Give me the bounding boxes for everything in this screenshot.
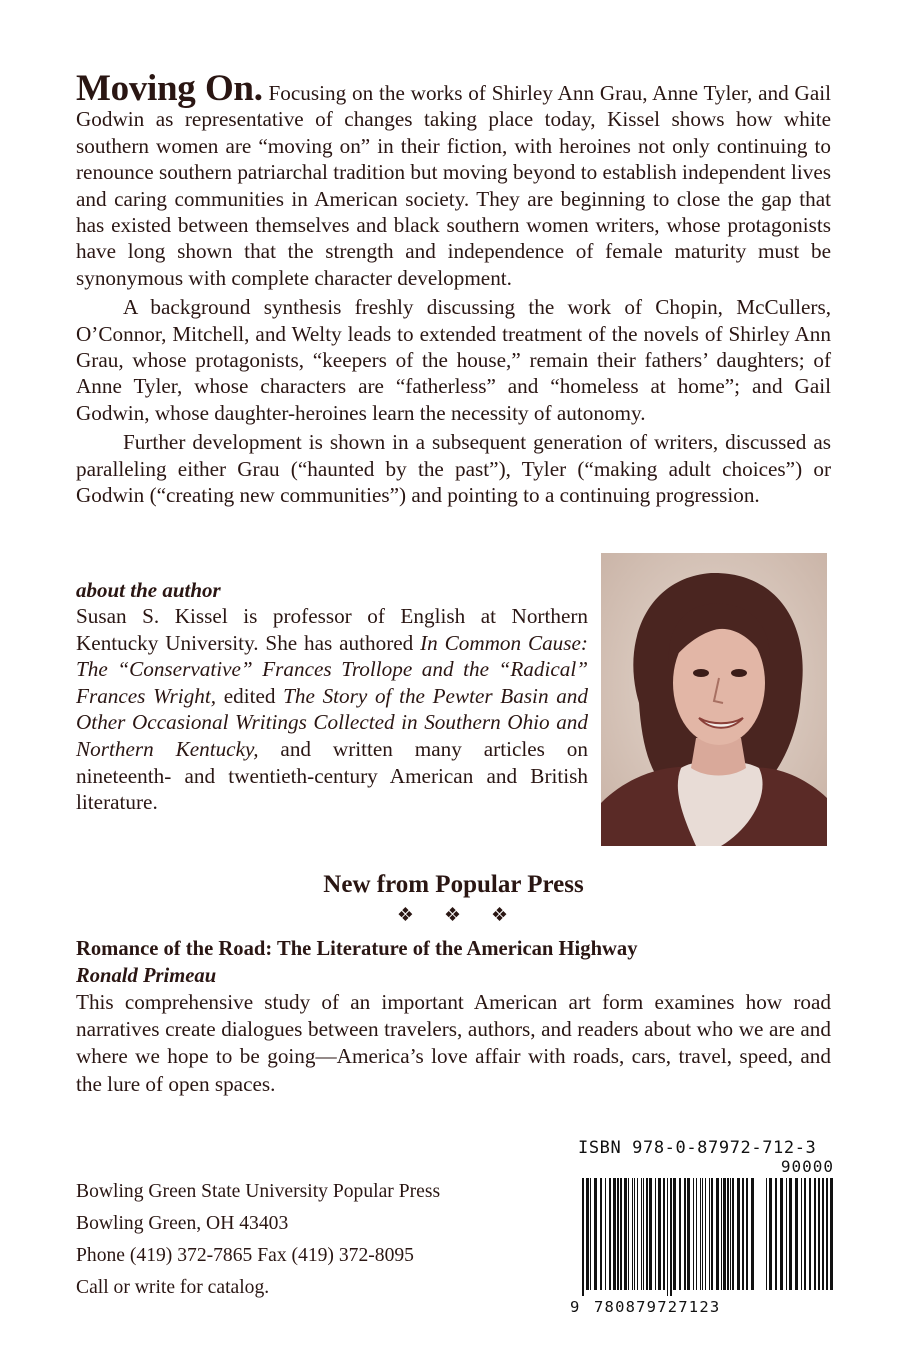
barcode-bar <box>582 1178 584 1296</box>
barcode-bar <box>649 1178 652 1290</box>
barcode-bar <box>684 1178 686 1290</box>
barcode-bar <box>634 1178 635 1290</box>
barcode-bar <box>632 1178 633 1290</box>
barcode-bar <box>609 1178 611 1290</box>
barcode-bar <box>751 1178 754 1290</box>
author-photo <box>601 553 827 846</box>
isbn-number: ISBN 978-0-87972-712-3 <box>578 1138 817 1158</box>
barcode-bar <box>628 1178 629 1290</box>
author-bio-part-2: edited <box>216 683 284 708</box>
barcode-bars <box>560 1178 836 1298</box>
ornament-icon: ❖ <box>396 905 416 926</box>
barcode-addon-bar <box>822 1178 824 1290</box>
author-bio <box>76 603 588 816</box>
barcode-bar <box>737 1178 740 1290</box>
barcode-bar <box>594 1178 597 1290</box>
barcode-bar <box>590 1178 591 1290</box>
author-portrait-illustration <box>601 553 827 846</box>
barcode-bar <box>637 1178 638 1290</box>
barcode-bar <box>696 1178 697 1290</box>
ornament-icon: ❖ <box>443 905 464 926</box>
barcode-addon-bar <box>795 1178 798 1290</box>
book-title-in-common-cause: In Common Cause: The “Conservative” Frances Trollope and the “Radical” Frances Wright, <box>76 630 588 708</box>
barcode-addon-bar <box>801 1178 802 1290</box>
barcode-bar <box>732 1178 734 1290</box>
barcode-bar <box>679 1178 681 1290</box>
barcode-bar <box>709 1178 710 1290</box>
barcode-bar <box>711 1178 713 1290</box>
barcode-bar <box>605 1178 606 1290</box>
barcode-bar <box>742 1178 744 1290</box>
barcode-bar <box>613 1178 616 1290</box>
ornament-icon: ❖ <box>491 905 511 926</box>
new-from-popular-press-heading: New from Popular Press <box>323 871 584 898</box>
promo-section <box>76 936 831 1098</box>
barcode-bar <box>658 1178 661 1290</box>
barcode-addon-bar <box>780 1178 783 1290</box>
barcode-bar <box>624 1178 627 1290</box>
barcode-bar <box>730 1178 731 1290</box>
barcode-bar <box>620 1178 622 1290</box>
barcode-bar <box>617 1178 619 1290</box>
lead-title: Moving On. <box>76 68 263 109</box>
barcode-bar <box>670 1178 672 1296</box>
barcode-bar <box>723 1178 726 1290</box>
publisher-phone-fax: Phone (419) 372-7865 Fax (419) 372-8095 <box>76 1245 414 1266</box>
publisher-info <box>76 1176 556 1304</box>
author-bio-part-1: Susan S. Kissel is professor of English at Northern Kentucky University. She has authored <box>76 604 588 655</box>
barcode-bar <box>663 1178 665 1290</box>
barcode-addon-bar <box>804 1178 806 1290</box>
publisher-catalog-note: Call or write for catalog. <box>76 1277 270 1298</box>
barcode-digits <box>560 1296 836 1318</box>
barcode-addon-bar <box>786 1178 787 1290</box>
publisher-name: Bowling Green State University Popular Press <box>76 1181 441 1202</box>
barcode-bar <box>721 1178 722 1290</box>
barcode-addon-bar <box>766 1178 767 1290</box>
paragraph-1-text: Focusing on the works of Shirley Ann Grau, Anne Tyler, and Gail Godwin as representative of changes taking place today, Kissel shows how white southern women are “moving on” in their fiction, with heroines not only continuing to renounce southern patriarchal tradition but moving beyond to establish independent lives and caring communities in American society. They are beginning to close the gap that has existed between themselves and black southern women writers, whose protagonists have long shown that the strength and independence of female maturity must be synonymous with complete character development. <box>76 81 832 290</box>
barcode-bar <box>673 1178 676 1290</box>
barcode-bar <box>600 1178 602 1290</box>
promo-book-author: Ronald Primeau <box>76 965 217 987</box>
about-author-section <box>76 577 588 816</box>
ornament-divider <box>0 904 907 928</box>
barcode-digit-first: 9 <box>570 1298 580 1316</box>
promo-book-title: Romance of the Road: The Literature of the American Highway <box>76 938 638 960</box>
barcode-bar <box>705 1178 706 1290</box>
description-paragraph-3: Further development is shown in a subsequent generation of writers, discussed as paralleling either Grau (“haunted by the past”), Tyler (“making adult choices”) or Godwin (“creating new communities”) and pointing to a continuing progression. <box>76 430 831 508</box>
description-paragraph-2: A background synthesis freshly discussing the work of Chopin, McCullers, O’Connor, Mitchell, and Welty leads to extended treatment of the novels of Shirley Ann Grau, whose protagonists, “keepers of the house,” remain their fathers’ daughters; of Anne Tyler, whose characters are “fatherless” and “homeless at home”; and Gail Godwin, whose daughter-heroines learn the necessity of autonomy. <box>76 295 831 425</box>
publisher-city: Bowling Green, OH 43403 <box>76 1213 289 1234</box>
barcode-addon-bar <box>826 1178 828 1290</box>
barcode-bar <box>727 1178 729 1290</box>
author-bio-part-3: and written many articles on nineteenth- and twentieth-century American and British literature. <box>76 736 588 815</box>
barcode-bar <box>646 1178 648 1290</box>
barcode-bar <box>746 1178 748 1290</box>
barcode-bar <box>586 1178 589 1290</box>
barcode-addon-bar <box>830 1178 833 1290</box>
book-title-pewter-basin: The Story of the Pewter Basin and Other Occasional Writings Collected in Southern Ohio and Northern Kentucky, <box>76 683 588 761</box>
barcode-bar <box>702 1178 703 1290</box>
barcode-addon-bar <box>818 1178 820 1290</box>
barcode-addon-bar <box>814 1178 816 1290</box>
barcode-bar <box>655 1178 656 1290</box>
description-section <box>76 68 832 509</box>
barcode-addon-bar <box>775 1178 777 1290</box>
barcode-digits-rest: 780879727123 <box>594 1298 721 1316</box>
promo-book-description: This comprehensive study of an important American art form examines how road narratives create dialogues between travelers, authors, and readers about who we are and where we hope to be going—America’s love affair with roads, cars, travel, speed, and the lure of open spaces. <box>76 990 831 1096</box>
barcode-bar <box>641 1178 642 1290</box>
isbn-barcode <box>560 1138 836 1320</box>
barcode-addon-bar <box>809 1178 811 1290</box>
barcode-bar <box>643 1178 644 1290</box>
barcode-bar <box>700 1178 701 1290</box>
price-code: 90000 <box>780 1157 834 1176</box>
barcode-addon-bar <box>769 1178 772 1290</box>
description-paragraph-1 <box>76 68 832 291</box>
barcode-bar <box>667 1178 668 1296</box>
barcode-addon-bar <box>789 1178 792 1290</box>
barcode-bar <box>716 1178 719 1290</box>
about-author-heading: about the author <box>76 578 221 602</box>
barcode-bar <box>693 1178 694 1290</box>
barcode-bar <box>687 1178 690 1290</box>
